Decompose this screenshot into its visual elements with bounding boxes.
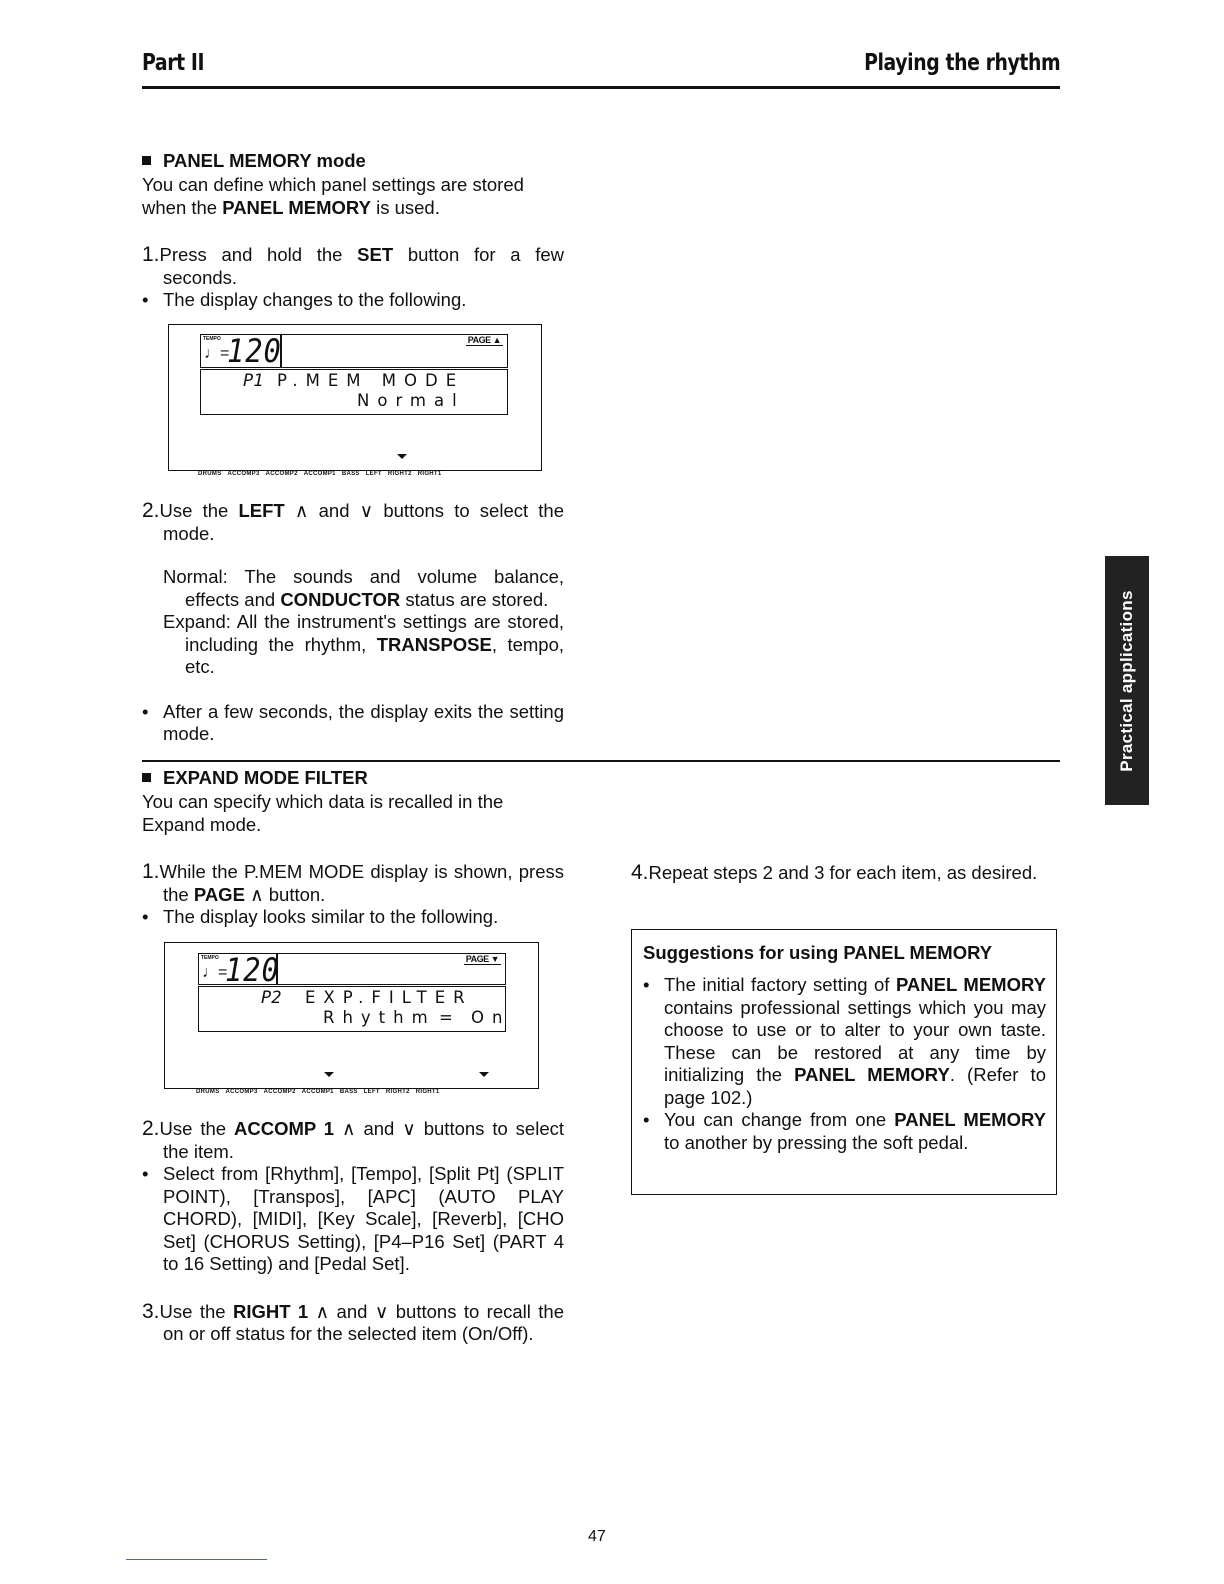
page-number: 47	[588, 1528, 606, 1545]
lcd-line-2-value: On	[471, 1008, 511, 1027]
page-up-indicator: PAGE ▲	[467, 335, 501, 345]
header-part: Part II	[142, 50, 205, 76]
tempo-box: TEMPO ♩= 120	[200, 334, 282, 368]
down-arrow-icon	[324, 1072, 334, 1077]
expand-filter-bullet-2: • Select from [Rhythm], [Tempo], [Split Pt] (SPLIT POINT), [Transpos], [APC] (AUTO PLAY CHORD), [MIDI], [Key Scale], [Reverb], [CHO Set] (CHORUS Setting), [P4–P16 Set] (PART 4 to 16 Setting) and [Pedal Set].	[142, 1163, 564, 1274]
expand-filter-step-1: 1.While the P.MEM MODE display is shown, press the PAGE ∧ button.	[142, 860, 564, 905]
panel-memory-section	[142, 150, 564, 312]
section-tab	[1105, 556, 1149, 805]
suggestion-item-2: • You can change from one PANEL MEMORY to another by pressing the soft pedal.	[643, 1109, 1046, 1153]
section-tab-label: Practical applications	[1117, 589, 1136, 772]
lcd-main-area: P2 EXP.FILTER Rhythm = On	[198, 986, 506, 1032]
header-chapter: Playing the rhythm	[863, 50, 1060, 76]
expand-filter-step-3: 3.Use the RIGHT 1 ∧ and ∨ buttons to recall the on or off status for the selected item (On/Off).	[142, 1299, 565, 1344]
normal-definition: Normal: The sounds and volume balance, effects and CONDUCTOR status are stored.	[163, 566, 564, 610]
lcd-part-labels-2: DRUMS ACCOMP3 ACCOMP2 ACCOMP1 BASS LEFT RIGHT2 RIGHT1	[196, 1089, 440, 1095]
tempo-value: 120	[227, 332, 282, 370]
panel-memory-intro: You can define which panel settings are stored when the PANEL MEMORY is used.	[142, 174, 524, 218]
square-bullet-icon	[142, 773, 151, 782]
suggestion-item-1: • The initial factory setting of PANEL MEMORY contains professional settings which you may choose to use or to alter to your own taste. These can be restored at any time by initializing the PANEL MEMORY. (Refer to page 102.)	[643, 974, 1046, 1108]
lcd-line-2-item: Rhythm	[323, 1008, 436, 1027]
square-bullet-icon	[142, 156, 151, 165]
panel-memory-step-2: 2.Use the LEFT ∧ and ∨ buttons to select the mode.	[142, 499, 565, 544]
header-rule	[142, 86, 1060, 89]
quarter-note-icon: ♩=	[202, 964, 228, 981]
lcd-line-1: EXP.FILTER	[305, 988, 473, 1007]
panel-memory-title: PANEL MEMORY mode	[142, 150, 564, 172]
footer-rule	[126, 1559, 267, 1560]
expand-filter-section	[142, 767, 564, 929]
panel-memory-continued	[142, 500, 564, 746]
lcd-line-2: Normal	[357, 391, 465, 410]
expand-filter-step-4: 4.Repeat steps 2 and 3 for each item, as desired.	[631, 861, 1038, 884]
lcd-main-area: P1 P.MEM MODE Normal	[200, 369, 508, 415]
expand-filter-bullet-1: • The display looks similar to the following.	[142, 906, 499, 927]
expand-filter-step-2: 2.Use the ACCOMP 1 ∧ and ∨ buttons to select the item.	[142, 1117, 565, 1162]
tempo-value: 120	[225, 951, 280, 989]
panel-memory-bullet-2: • After a few seconds, the display exits the setting mode.	[142, 700, 564, 744]
lcd-part-labels-1: DRUMS ACCOMP3 ACCOMP2 ACCOMP1 BASS LEFT RIGHT2 RIGHT1	[198, 471, 442, 477]
expand-filter-intro: You can specify which data is recalled in the Expand mode.	[142, 791, 504, 835]
suggestions-title: Suggestions for using PANEL MEMORY	[643, 942, 993, 963]
page-box	[280, 334, 508, 368]
lcd-display-2	[164, 942, 539, 1089]
page-box	[276, 953, 506, 985]
expand-definition: Expand: All the instrument's settings are stored, including the rhythm, TRANSPOSE, tempo, etc.	[163, 611, 565, 677]
panel-memory-bullet-1: • The display changes to the following.	[142, 289, 467, 310]
tempo-box: TEMPO ♩= 120	[198, 953, 278, 985]
mode-definitions	[142, 566, 564, 679]
down-arrow-icon	[397, 454, 407, 459]
panel-memory-step-1: 1.Press and hold the SET button for a few seconds.	[142, 243, 565, 288]
quarter-note-icon: ♩=	[204, 345, 230, 362]
section-divider	[142, 760, 1060, 762]
expand-filter-title: EXPAND MODE FILTER	[142, 767, 564, 789]
page-down-indicator: PAGE ▼	[465, 954, 499, 964]
expand-filter-continued	[142, 1118, 564, 1346]
down-arrow-icon	[479, 1072, 489, 1077]
lcd-line-1: P.MEM MODE	[277, 371, 465, 390]
lcd-display-1	[168, 324, 542, 471]
lcd-line-2-eq: =	[439, 1008, 461, 1027]
suggestions-box	[631, 929, 1057, 1195]
